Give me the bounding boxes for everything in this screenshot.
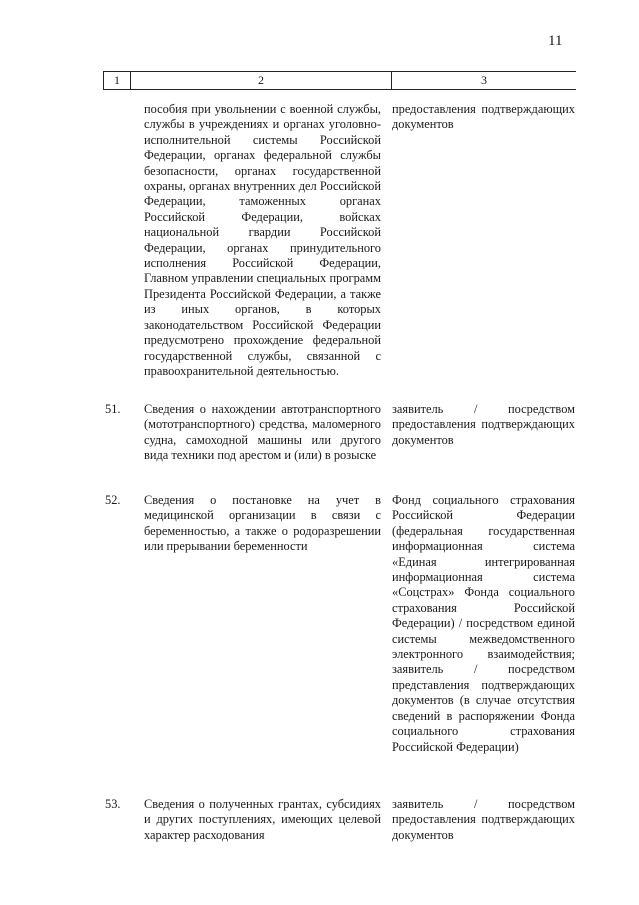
row-source: предоставления подтверждающих документов — [392, 102, 575, 132]
row-number: 52. — [105, 493, 121, 507]
row-description: Сведения о полученных грантах, субсидиях и других поступлениях, имеющих целевой характер расходования — [144, 797, 381, 842]
table-header-row — [103, 71, 576, 90]
page-number: 11 — [548, 33, 563, 49]
row-source: Фонд социального страхования Российской Федерации (федеральная государственная информационная система «Единая интегрированная информационная система «Соцстрах» Фонда социального страхования Российской Федерации) / посредством единой системы межведомственного электронного взаимодействия; заявитель / посредством представления подтверждающих документов (в случае отсутствия сведений в распоряжении Фонда социального страхования Российской Федерации) — [392, 493, 575, 754]
row-description: Сведения о нахождении автотранспортного (мототранспортного) средства, маломерного судна, самоходной машины или другого вида техники под арестом и (или) в розыске — [144, 402, 381, 463]
row-description: Сведения о постановке на учет в медицинской организации в связи с беременностью, а также о родоразрешении или прерывании беременности — [144, 493, 381, 554]
row-description: пособия при увольнении с военной службы, службы в учреждениях и органах уголовно-исполнительной системы Российской Федерации, органах федеральной службы безопасности, органах государственной охраны, органах внутренних дел Российской Федерации, таможенных органах Российской Федерации, войсках национальной гвардии Российской Федерации, органах принудительного исполнения Российской Федерации, Главном управлении специальных программ Президента Российской Федерации, а также из иных органов, в которых законодательством Российской Федерации предусмотрено прохождение федеральной государственной службы, связанной с правоохранительной деятельностью. — [144, 102, 381, 378]
header-col-1: 1 — [103, 72, 131, 89]
row-source: заявитель / посредством предоставления подтверждающих документов — [392, 402, 575, 447]
row-number: 53. — [105, 797, 121, 811]
row-source: заявитель / посредством предоставления подтверждающих документов — [392, 797, 575, 842]
row-number: 51. — [105, 402, 121, 416]
header-col-3: 3 — [481, 73, 487, 87]
header-col-2: 2 — [131, 72, 392, 89]
